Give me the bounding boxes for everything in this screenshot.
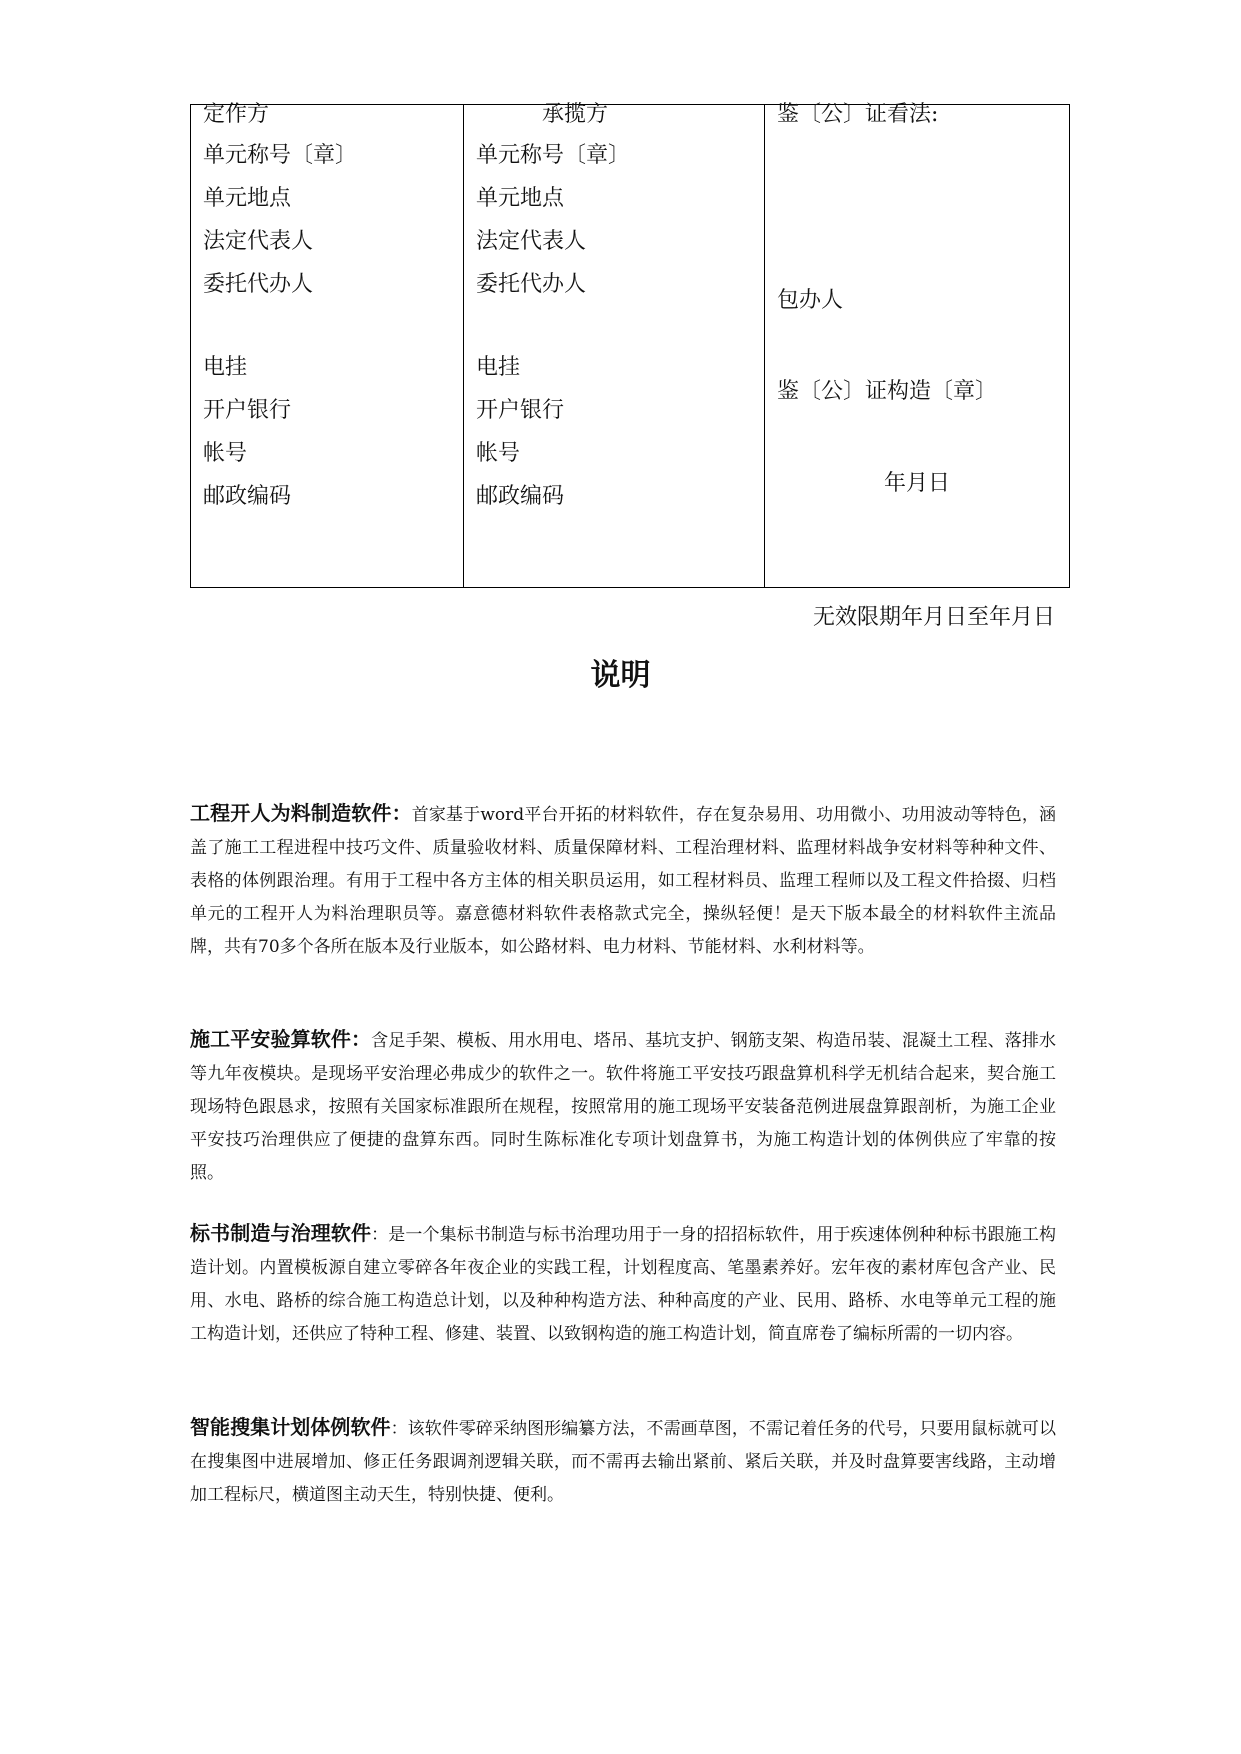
party-a-phone: 电挂 — [203, 355, 248, 380]
party-b-legal-rep: 法定代表人 — [476, 229, 587, 254]
party-a-legal-rep: 法定代表人 — [203, 229, 314, 254]
notary-office: 鉴〔公〕证构造〔章〕 — [777, 379, 998, 404]
explain-title: 说明 — [590, 658, 651, 693]
section-body: ：该软件零碎采纳图形编纂方法，不需画草图，不需记着任务的代号，只要用鼠标就可以在搜集图中进展增加、修正任务跟调剂逻辑关联，而不需再去输出紧前、紧后关联，并及时盘算要害线路，主动增加工程标尺，横道图主动天生，特别快捷、便利。 — [190, 1419, 1056, 1505]
section-body: 含足手架、模板、用水用电、塔吊、基坑支护、钢筋支架、构造吊装、混凝土工程、落排水等九年夜模块。是现场平安治理必弗成少的软件之一。软件将施工平安技巧跟盘算机科学无机结合起来，契合施工现场特色跟恳求，按照有关国家标准跟所在规程，按照常用的施工现场平安装备范例进展盘算跟剖析，为施工企业平安技巧治理供应了便捷的盘算东西。同时生陈标准化专项计划盘算书，为施工构造计划的体例供应了牢靠的按照。 — [190, 1031, 1056, 1183]
section-body: ：是一个集标书制造与标书治理功用于一身的招招标软件，用于疾速体例种种标书跟施工构造计划。内置模板源自建立零碎各年夜企业的实践工程，计划程度高、笔墨素养好。宏年夜的素材库包含产业、民用、水电、路桥的综合施工构造总计划，以及种种构造方法、种种高度的产业、民用、路桥、水电等单元工程的施工构造计划，还供应了特种工程、修建、装置、以致钢构造的施工构造计划，简直席卷了编标所需的一切内容。 — [190, 1225, 1056, 1344]
party-a-postcode: 邮政编码 — [203, 484, 292, 509]
section-title: 施工平安验算软件： — [190, 1027, 372, 1051]
party-b-postcode: 邮政编码 — [476, 484, 565, 509]
party-b-address: 单元地点 — [476, 186, 565, 211]
notary-opinion: 鉴〔公〕证看法: — [777, 102, 939, 127]
contract-table — [190, 104, 1070, 588]
section-safety-software — [190, 1023, 1056, 1190]
party-b-phone: 电挂 — [476, 355, 521, 380]
party-a-bank: 开户银行 — [203, 398, 292, 423]
party-a-name: 单元称号〔章〕 — [203, 143, 358, 168]
notary-date: 年月日 — [883, 471, 950, 496]
validity-period: 无效限期年月日至年月日 — [812, 605, 1055, 630]
party-a-address: 单元地点 — [203, 186, 292, 211]
section-network-plan-software — [190, 1411, 1056, 1512]
section-material-software — [190, 797, 1056, 964]
section-title: 工程开人为料制造软件： — [190, 801, 412, 825]
section-body: 首家基于word平台开拓的材料软件，存在复杂易用、功用微小、功用波动等特色，涵盖了施工工程进程中技巧文件、质量验收材料、质量保障材料、工程治理材料、监理材料战争安材料等种种文件、表格的体例跟治理。有用于工程中各方主体的相关职员运用，如工程材料员、监理工程师以及工程文件拾掇、归档单元的工程开人为料治理职员等。嘉意德材料软件表格款式完全，操纵轻便！是天下版本最全的材料软件主流品牌，共有70多个各所在版本及行业版本，如公路材料、电力材料、节能材料、水利材料等。 — [190, 805, 1057, 957]
party-a-cell — [191, 102, 464, 588]
party-b-agent: 委托代办人 — [476, 272, 587, 297]
party-b-cell — [464, 102, 765, 588]
party-b-name: 单元称号〔章〕 — [476, 143, 631, 168]
section-title: 智能搜集计划体例软件 — [190, 1415, 391, 1439]
party-a-account: 帐号 — [203, 441, 248, 466]
notary-handler: 包办人 — [777, 288, 844, 313]
section-bid-software — [190, 1217, 1056, 1351]
notary-cell — [765, 102, 1070, 588]
party-b-title: 承揽方 — [542, 102, 609, 127]
party-b-bank: 开户银行 — [476, 398, 565, 423]
party-a-title: 定作方 — [203, 102, 270, 127]
section-title: 标书制造与治理软件 — [190, 1221, 372, 1245]
party-b-account: 帐号 — [476, 441, 521, 466]
party-a-agent: 委托代办人 — [203, 272, 314, 297]
